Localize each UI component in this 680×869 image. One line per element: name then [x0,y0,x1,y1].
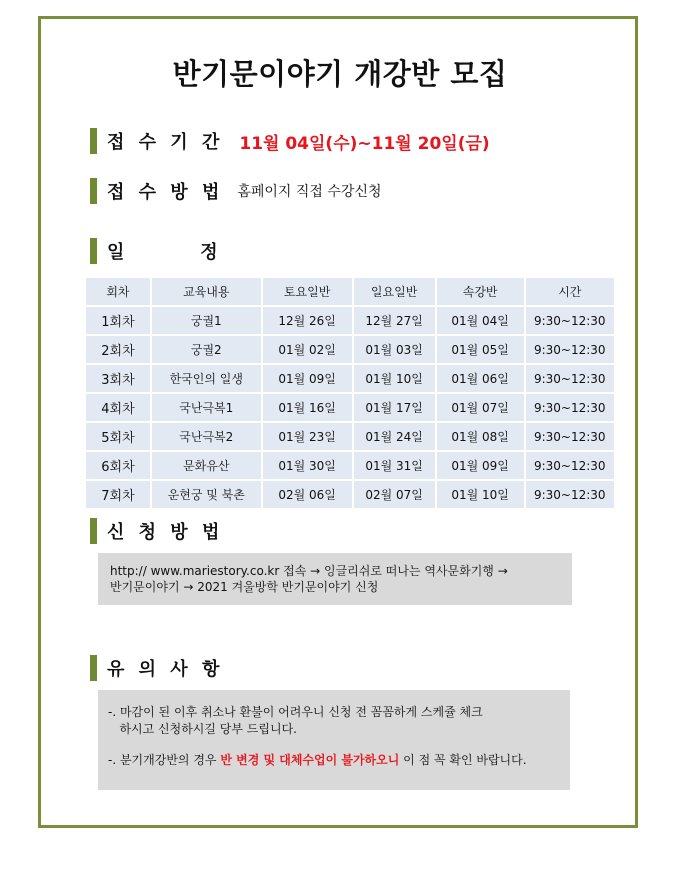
schedule-table [84,276,616,510]
table-row [86,423,614,450]
table-cell: 01월 07일 [437,394,524,421]
table-cell: 01월 10일 [437,481,524,508]
section-label: 접 수 방 법 [107,182,224,203]
section-bar [90,238,97,264]
section-bar [90,518,97,544]
table-cell: 02월 07일 [354,481,435,508]
table-cell: 9:30~12:30 [526,423,614,450]
table-row [86,365,614,392]
note-highlight: 반 변경 및 대체수업이 불가하오니 [220,753,400,767]
table-cell: 01월 31일 [354,452,435,479]
table-cell: 국난극복2 [152,423,261,450]
table-cell: 9:30~12:30 [526,307,614,334]
section-method [90,178,382,204]
note-line: 하시고 신청하시길 당부 드립니다. [108,722,297,736]
header-cell: 일요일반 [354,278,435,305]
apply-line: 반기문이야기 → 2021 겨울방학 반기문이야기 신청 [110,580,379,594]
section-label: 접 수 기 간 [107,132,224,153]
note-line [108,752,560,769]
apply-info-box [98,553,572,605]
table-cell: 궁궐1 [152,307,261,334]
section-bar [90,178,97,204]
table-cell: 3회차 [86,365,150,392]
table-cell: 01월 30일 [263,452,352,479]
table-row [86,394,614,421]
table-cell: 국난극복1 [152,394,261,421]
table-cell: 9:30~12:30 [526,365,614,392]
note-text: 이 점 꼭 확인 바랍니다. [399,753,527,767]
table-cell: 01월 05일 [437,336,524,363]
table-cell: 01월 09일 [437,452,524,479]
header-cell: 속강반 [437,278,524,305]
table-cell: 01월 03일 [354,336,435,363]
table-row [86,336,614,363]
section-apply [90,518,223,544]
notes-box [98,690,570,790]
table-cell: 9:30~12:30 [526,452,614,479]
table-cell: 12월 27일 [354,307,435,334]
table-cell: 01월 06일 [437,365,524,392]
method-value: 홈페이지 직접 수강신청 [237,184,382,200]
table-cell: 2회차 [86,336,150,363]
header-cell: 시간 [526,278,614,305]
table-cell: 9:30~12:30 [526,481,614,508]
table-cell: 01월 24일 [354,423,435,450]
table-cell: 궁궐2 [152,336,261,363]
table-cell: 9:30~12:30 [526,394,614,421]
table-cell: 12월 26일 [263,307,352,334]
table-row [86,307,614,334]
table-cell: 01월 16일 [263,394,352,421]
table-cell: 한국인의 일생 [152,365,261,392]
table-cell: 01월 17일 [354,394,435,421]
table-header-row [86,278,614,305]
section-label: 신 청 방 법 [107,522,224,543]
note-line: -. 마감이 된 이후 취소나 환불이 어려우니 신청 전 꼼꼼하게 스케쥴 체크 [108,705,483,719]
table-cell: 6회차 [86,452,150,479]
section-bar [90,655,97,681]
table-cell: 4회차 [86,394,150,421]
table-cell: 운현궁 및 북촌 [152,481,261,508]
table-cell: 01월 08일 [437,423,524,450]
table-cell: 02월 06일 [263,481,352,508]
table-cell: 01월 23일 [263,423,352,450]
section-label: 유 의 사 항 [107,659,224,680]
table-cell: 9:30~12:30 [526,336,614,363]
table-cell: 7회차 [86,481,150,508]
table-cell: 01월 04일 [437,307,524,334]
table-cell: 5회차 [86,423,150,450]
table-cell: 문화유산 [152,452,261,479]
table-row [86,481,614,508]
period-value: 11월 04일(수)~11월 20일(금) [239,133,490,154]
table-cell: 01월 09일 [263,365,352,392]
section-schedule [90,238,222,264]
apply-line: http:// www.mariestory.co.kr 접속 → 잉글리쉬로 떠나는 역사문화기행 → [110,564,508,578]
section-notes [90,655,223,681]
header-cell: 교육내용 [152,278,261,305]
header-cell: 회차 [86,278,150,305]
section-period [90,128,490,154]
note-text: -. 분기개강반의 경우 [108,753,221,767]
table-cell: 01월 02일 [263,336,352,363]
header-cell: 토요일반 [263,278,352,305]
page-title: 반기문이야기 개강반 모집 [172,57,508,91]
table-row [86,452,614,479]
section-label: 일 정 [107,242,222,263]
section-bar [90,128,97,154]
table-cell: 1회차 [86,307,150,334]
table-cell: 01월 10일 [354,365,435,392]
